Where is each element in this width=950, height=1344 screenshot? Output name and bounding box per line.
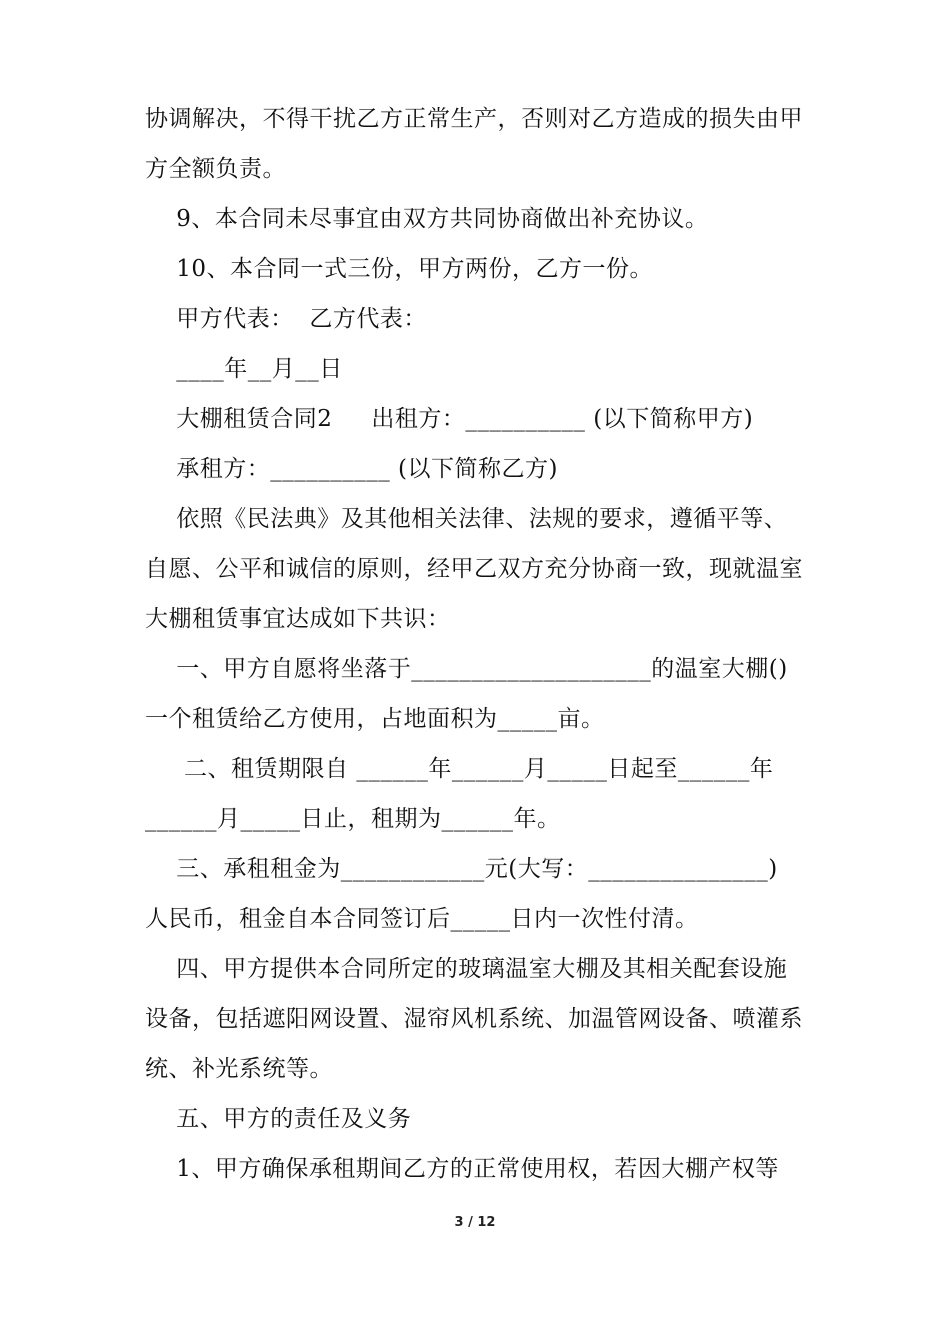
text-line: 四、甲方提供本合同所定的玻璃温室大棚及其相关配套设施	[145, 956, 788, 982]
signature-labels: 甲方代表： 乙方代表：	[145, 306, 427, 332]
text-line: ______月_____日止，租期为______年。	[145, 806, 561, 832]
text-line: 9、本合同未尽事宜由双方共同协商做出补充协议。	[145, 206, 709, 232]
text-line: 方全额负责。	[145, 156, 286, 182]
text-line: 承租方：__________ (以下简称乙方)	[145, 456, 559, 482]
text-line: 协调解决，不得干扰乙方正常生产，否则对乙方造成的损失由甲	[145, 106, 803, 132]
text-line: 三、承租租金为____________元(大写：_______________)	[145, 856, 778, 882]
text-line: 一、甲方自愿将坐落于____________________的温室大棚()	[145, 656, 788, 682]
text-line: 二、租赁期限自 ______年______月_____日起至______年	[145, 756, 774, 782]
page-number: 3 / 12	[454, 1215, 496, 1230]
text-line: 自愿、公平和诚信的原则，经甲乙双方充分协商一致，现就温室	[145, 556, 803, 582]
text-line: 人民币，租金自本合同签订后_____日内一次性付清。	[145, 906, 699, 932]
text-line: 10、本合同一式三份，甲方两份，乙方一份。	[145, 256, 654, 282]
text-line: 大棚租赁事宜达成如下共识：	[145, 606, 451, 632]
text-line: 统、补光系统等。	[145, 1056, 333, 1082]
date-line: ____年__月__日	[145, 356, 343, 382]
text-line: 1、甲方确保承租期间乙方的正常使用权，若因大棚产权等	[145, 1156, 779, 1182]
text-line: 依照《民法典》及其他相关法律、法规的要求，遵循平等、	[145, 506, 788, 532]
contract-title-line: 大棚租赁合同2 出租方：__________ (以下简称甲方)	[145, 406, 754, 432]
text-line: 一个租赁给乙方使用，占地面积为_____亩。	[145, 706, 605, 732]
text-line: 设备，包括遮阳网设置、湿帘风机系统、加温管网设备、喷灌系	[145, 1006, 803, 1032]
section-heading: 五、甲方的责任及义务	[145, 1106, 412, 1132]
